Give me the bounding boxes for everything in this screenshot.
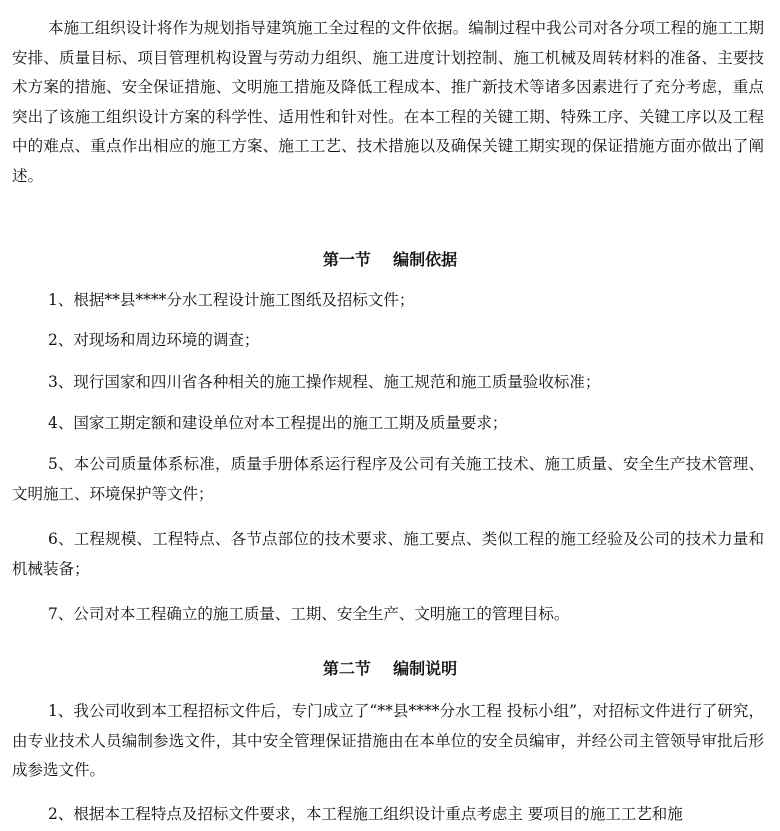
section-heading-compilation-notes: 第二节 编制说明: [322, 659, 458, 678]
basis-item-4: 4、国家工期定额和建设单位对本工程提出的施工工期及质量要求；: [48, 414, 508, 432]
basis-item-3: 3、现行国家和四川省各种相关的施工操作规程、施工规范和施工质量验收标准；: [48, 373, 601, 391]
basis-item-6: 6、工程规模、工程特点、各节点部位的技术要求、施工要点、类似工程的施工经验及公司的技术力量和机械装备；: [12, 530, 764, 578]
section-heading-compilation-basis: 第一节 编制依据: [322, 250, 458, 269]
basis-item-2: 2、对现场和周边环境的调查；: [48, 331, 260, 349]
basis-item-5: 5、本公司质量体系标准，质量手册体系运行程序及公司有关施工技术、施工质量、安全生产技术管理、文明施工、环境保护等文件；: [12, 455, 764, 503]
basis-item-1: 1、根据**县****分水工程设计施工图纸及招标文件；: [48, 291, 415, 309]
intro-paragraph: 本施工组织设计将作为规划指导建筑施工全过程的文件依据。编制过程中我公司对各分项工程的施工工期安排、质量目标、项目管理机构设置与劳动力组织、施工进度计划控制、施工机械及周转材料的准备、主要技术方案的措施、安全保证措施、文明施工措施及降低工程成本、推广新技术等诸多因素进行了充分考虑，重点突出了该施工组织设计方案的科学性、适用性和针对性。在本工程的关键工期、特殊工序、关键工序以及工程中的难点、重点作出相应的施工方案、施工工艺、技术措施以及确保关键工期实现的保证措施方面亦做出了阐述。: [12, 19, 764, 185]
notes-item-1: 1、我公司收到本工程招标文件后，专门成立了“**县****分水工程 投标小组”，对招标文件进行了研究，由专业技术人员编制参选文件，其中安全管理保证措施由在本单位的安全员编审，并经公司主管领导审批后形成参选文件。: [12, 702, 764, 779]
basis-item-7: 7、公司对本工程确立的施工质量、工期、安全生产、文明施工的管理目标。: [48, 605, 570, 623]
notes-item-2: 2、根据本工程特点及招标文件要求，本工程施工组织设计重点考虑主 要项目的施工工艺和施: [48, 805, 683, 823]
